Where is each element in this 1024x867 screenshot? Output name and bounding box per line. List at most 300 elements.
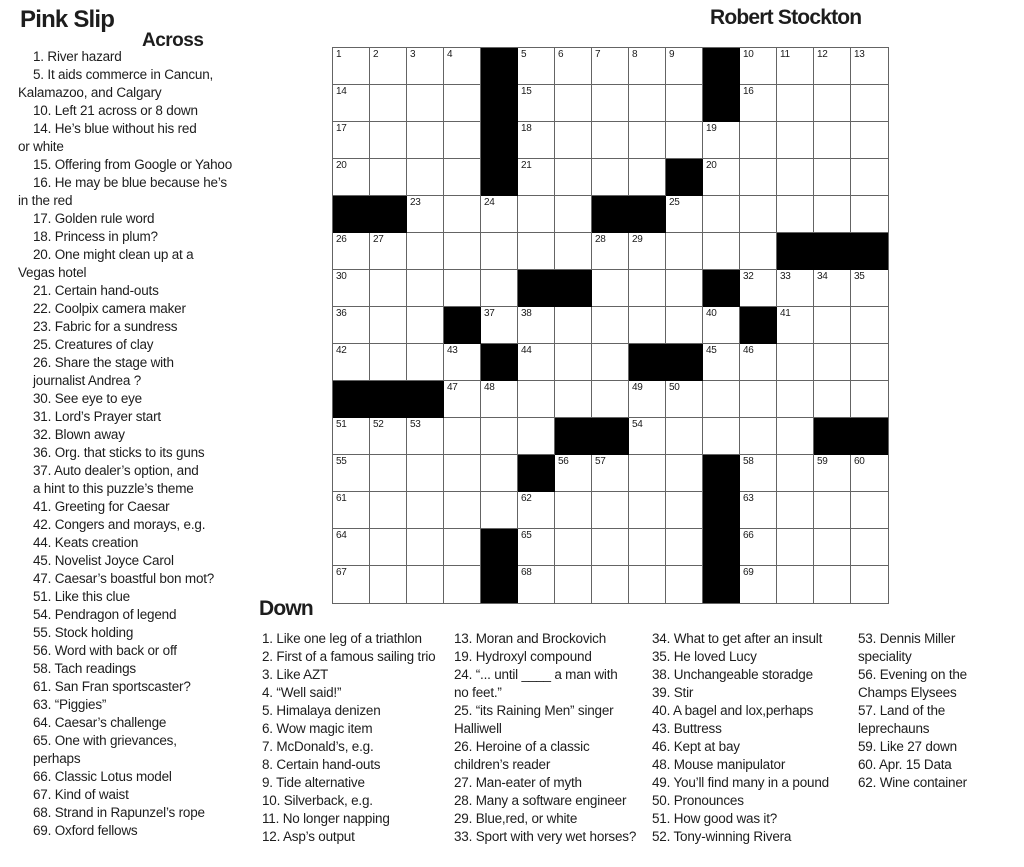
cell-number: 28 xyxy=(595,234,606,245)
grid-cell[interactable] xyxy=(703,418,740,455)
grid-cell[interactable] xyxy=(740,381,777,418)
grid-cell[interactable] xyxy=(592,492,629,529)
black-cell xyxy=(666,159,703,196)
black-cell xyxy=(481,566,518,603)
grid-cell[interactable] xyxy=(481,307,518,344)
grid-cell[interactable] xyxy=(814,122,851,159)
grid-cell[interactable] xyxy=(777,196,814,233)
down-clue-line: 29. Blue,red, or white xyxy=(454,811,578,826)
across-clue-line: 45. Novelist Joyce Carol xyxy=(33,553,174,568)
cell-number: 64 xyxy=(336,530,347,541)
grid-cell[interactable] xyxy=(518,344,555,381)
grid-cell[interactable] xyxy=(740,455,777,492)
across-clue-line: 68. Strand in Rapunzel’s rope xyxy=(33,805,205,820)
grid-cell[interactable] xyxy=(777,455,814,492)
grid-cell[interactable] xyxy=(444,196,481,233)
grid-cell[interactable] xyxy=(814,529,851,566)
grid-cell[interactable] xyxy=(629,418,666,455)
grid-cell[interactable] xyxy=(518,307,555,344)
grid-cell[interactable] xyxy=(370,418,407,455)
down-clue-line: 9. Tide alternative xyxy=(262,775,365,790)
down-clue-line: 1. Like one leg of a triathlon xyxy=(262,631,422,646)
down-clue-line: 25. “its Raining Men” singer xyxy=(454,703,614,718)
grid-cell[interactable] xyxy=(740,159,777,196)
cell-number: 62 xyxy=(521,493,532,504)
grid-cell[interactable] xyxy=(370,455,407,492)
grid-cell[interactable] xyxy=(444,492,481,529)
grid-cell[interactable] xyxy=(666,85,703,122)
grid-cell[interactable] xyxy=(592,344,629,381)
grid-cell[interactable] xyxy=(777,159,814,196)
grid-cell[interactable] xyxy=(851,85,888,122)
grid-cell[interactable] xyxy=(370,307,407,344)
grid-cell[interactable] xyxy=(814,48,851,85)
grid-cell[interactable] xyxy=(666,48,703,85)
grid-cell[interactable] xyxy=(777,85,814,122)
across-clue-line: 66. Classic Lotus model xyxy=(33,769,172,784)
down-clue-line: 60. Apr. 15 Data xyxy=(858,757,952,772)
down-clue-line: 33. Sport with very wet horses? xyxy=(454,829,637,844)
grid-cell[interactable] xyxy=(481,492,518,529)
grid-cell[interactable] xyxy=(481,455,518,492)
grid-cell[interactable] xyxy=(629,381,666,418)
black-cell xyxy=(370,381,407,418)
grid-cell[interactable] xyxy=(740,233,777,270)
grid-cell[interactable] xyxy=(592,270,629,307)
grid-cell[interactable] xyxy=(592,307,629,344)
grid-cell[interactable] xyxy=(333,344,370,381)
grid-cell[interactable] xyxy=(814,85,851,122)
grid-cell[interactable] xyxy=(814,159,851,196)
grid-cell[interactable] xyxy=(629,455,666,492)
grid-cell[interactable] xyxy=(777,492,814,529)
grid-cell[interactable] xyxy=(666,196,703,233)
grid-cell[interactable] xyxy=(481,196,518,233)
down-clue-line: Halliwell xyxy=(454,721,502,736)
grid-cell[interactable] xyxy=(333,159,370,196)
grid-cell[interactable] xyxy=(592,529,629,566)
grid-cell[interactable] xyxy=(629,159,666,196)
cell-number: 6 xyxy=(558,49,564,60)
cell-number: 10 xyxy=(743,49,754,60)
grid-cell[interactable] xyxy=(814,270,851,307)
grid-cell[interactable] xyxy=(592,159,629,196)
down-clue-line: 8. Certain hand-outs xyxy=(262,757,381,772)
cell-number: 20 xyxy=(336,160,347,171)
grid-cell[interactable] xyxy=(814,492,851,529)
grid-cell[interactable] xyxy=(666,455,703,492)
down-clue-line: speciality xyxy=(858,649,912,664)
grid-cell[interactable] xyxy=(851,270,888,307)
grid-cell[interactable] xyxy=(740,529,777,566)
grid-cell[interactable] xyxy=(703,196,740,233)
grid-cell[interactable] xyxy=(444,381,481,418)
grid-cell[interactable] xyxy=(444,455,481,492)
across-clue-line: 54. Pendragon of legend xyxy=(33,607,177,622)
grid-cell[interactable] xyxy=(629,307,666,344)
grid-cell[interactable] xyxy=(333,122,370,159)
down-clue-column-1 xyxy=(262,630,435,846)
across-clue-line: in the red xyxy=(18,193,73,208)
grid-cell[interactable] xyxy=(740,85,777,122)
black-cell xyxy=(851,233,888,270)
grid-cell[interactable] xyxy=(407,85,444,122)
grid-cell[interactable] xyxy=(481,381,518,418)
grid-cell[interactable] xyxy=(444,344,481,381)
grid-cell[interactable] xyxy=(407,122,444,159)
down-clue-line: 2. First of a famous sailing trio xyxy=(262,649,436,664)
grid-cell[interactable] xyxy=(407,455,444,492)
grid-cell[interactable] xyxy=(851,381,888,418)
down-clue-line: 43. Buttress xyxy=(652,721,722,736)
black-cell xyxy=(740,307,777,344)
grid-cell[interactable] xyxy=(814,196,851,233)
down-clue-column-4 xyxy=(858,630,967,792)
down-clue-line: 39. Stir xyxy=(652,685,694,700)
grid-cell[interactable] xyxy=(666,307,703,344)
grid-cell[interactable] xyxy=(740,492,777,529)
black-cell xyxy=(518,270,555,307)
grid-cell[interactable] xyxy=(592,48,629,85)
down-clue-column-3 xyxy=(652,630,829,846)
across-clue-line: Kalamazoo, and Calgary xyxy=(18,85,162,100)
grid-cell[interactable] xyxy=(629,85,666,122)
grid-cell[interactable] xyxy=(407,307,444,344)
across-clue-line: 21. Certain hand-outs xyxy=(33,283,159,298)
black-cell xyxy=(592,196,629,233)
grid-cell[interactable] xyxy=(444,233,481,270)
grid-cell[interactable] xyxy=(592,566,629,603)
down-clue-line: 26. Heroine of a classic xyxy=(454,739,590,754)
grid-cell[interactable] xyxy=(518,492,555,529)
grid-cell[interactable] xyxy=(629,529,666,566)
grid-cell[interactable] xyxy=(851,122,888,159)
grid-cell[interactable] xyxy=(407,418,444,455)
black-cell xyxy=(481,159,518,196)
grid-cell[interactable] xyxy=(481,418,518,455)
cell-number: 5 xyxy=(521,49,527,60)
grid-cell[interactable] xyxy=(666,381,703,418)
grid-cell[interactable] xyxy=(444,270,481,307)
grid-cell[interactable] xyxy=(777,122,814,159)
grid-cell[interactable] xyxy=(370,492,407,529)
down-clue-line: 4. “Well said!” xyxy=(262,685,342,700)
grid-cell[interactable] xyxy=(592,455,629,492)
down-clue-line: 28. Many a software engineer xyxy=(454,793,627,808)
grid-cell[interactable] xyxy=(592,381,629,418)
grid-cell[interactable] xyxy=(518,122,555,159)
grid-cell[interactable] xyxy=(814,381,851,418)
grid-cell[interactable] xyxy=(518,233,555,270)
grid-cell[interactable] xyxy=(851,48,888,85)
grid-cell[interactable] xyxy=(518,159,555,196)
cell-number: 58 xyxy=(743,456,754,467)
grid-cell[interactable] xyxy=(333,85,370,122)
grid-cell[interactable] xyxy=(518,196,555,233)
grid-cell[interactable] xyxy=(629,566,666,603)
grid-cell[interactable] xyxy=(370,344,407,381)
across-clue-line: 26. Share the stage with xyxy=(33,355,174,370)
grid-cell[interactable] xyxy=(592,85,629,122)
grid-cell[interactable] xyxy=(777,566,814,603)
grid-cell[interactable] xyxy=(666,418,703,455)
across-header: Across xyxy=(142,30,204,51)
black-cell xyxy=(703,492,740,529)
cell-number: 19 xyxy=(706,123,717,134)
grid-cell[interactable] xyxy=(407,566,444,603)
down-clue-line: 49. You’ll find many in a pound xyxy=(652,775,829,790)
grid-cell[interactable] xyxy=(407,48,444,85)
cell-number: 51 xyxy=(336,419,347,430)
cell-number: 21 xyxy=(521,160,532,171)
cell-number: 36 xyxy=(336,308,347,319)
grid-cell[interactable] xyxy=(666,122,703,159)
grid-cell[interactable] xyxy=(555,455,592,492)
grid-cell[interactable] xyxy=(666,233,703,270)
grid-cell[interactable] xyxy=(703,381,740,418)
grid-cell[interactable] xyxy=(333,566,370,603)
black-cell xyxy=(518,455,555,492)
grid-cell[interactable] xyxy=(444,48,481,85)
grid-cell[interactable] xyxy=(518,381,555,418)
grid-cell[interactable] xyxy=(777,381,814,418)
grid-cell[interactable] xyxy=(555,344,592,381)
down-clue-line: 53. Dennis Miller xyxy=(858,631,956,646)
grid-cell[interactable] xyxy=(444,122,481,159)
grid-cell[interactable] xyxy=(851,492,888,529)
cell-number: 29 xyxy=(632,234,643,245)
grid-cell[interactable] xyxy=(851,529,888,566)
grid-cell[interactable] xyxy=(370,122,407,159)
grid-cell[interactable] xyxy=(407,159,444,196)
across-clue-line: 41. Greeting for Caesar xyxy=(33,499,170,514)
grid-cell[interactable] xyxy=(333,418,370,455)
grid-cell[interactable] xyxy=(555,85,592,122)
grid-cell[interactable] xyxy=(444,418,481,455)
grid-cell[interactable] xyxy=(666,566,703,603)
grid-cell[interactable] xyxy=(481,270,518,307)
grid-cell[interactable] xyxy=(333,233,370,270)
grid-cell[interactable] xyxy=(851,196,888,233)
down-clue-line: 24. “... until ____ a man with xyxy=(454,667,618,682)
cell-number: 46 xyxy=(743,345,754,356)
grid-cell[interactable] xyxy=(814,455,851,492)
across-clue-line: 10. Left 21 across or 8 down xyxy=(33,103,198,118)
grid-cell[interactable] xyxy=(407,344,444,381)
grid-cell[interactable] xyxy=(814,307,851,344)
black-cell xyxy=(407,381,444,418)
across-clue-line: 30. See eye to eye xyxy=(33,391,142,406)
grid-cell[interactable] xyxy=(370,529,407,566)
grid-cell[interactable] xyxy=(555,492,592,529)
grid-cell[interactable] xyxy=(333,455,370,492)
cell-number: 57 xyxy=(595,456,606,467)
cell-number: 35 xyxy=(854,271,865,282)
grid-cell[interactable] xyxy=(703,159,740,196)
black-cell xyxy=(703,566,740,603)
grid-cell[interactable] xyxy=(333,270,370,307)
cell-number: 30 xyxy=(336,271,347,282)
cell-number: 41 xyxy=(780,308,791,319)
grid-cell[interactable] xyxy=(333,492,370,529)
grid-cell[interactable] xyxy=(814,566,851,603)
grid-cell[interactable] xyxy=(629,270,666,307)
grid-cell[interactable] xyxy=(777,307,814,344)
grid-cell[interactable] xyxy=(518,85,555,122)
grid-cell[interactable] xyxy=(629,48,666,85)
cell-number: 34 xyxy=(817,271,828,282)
grid-cell[interactable] xyxy=(666,492,703,529)
grid-cell[interactable] xyxy=(333,48,370,85)
down-clue-line: 3. Like AZT xyxy=(262,667,329,682)
grid-cell[interactable] xyxy=(444,566,481,603)
grid-cell[interactable] xyxy=(740,270,777,307)
grid-cell[interactable] xyxy=(851,455,888,492)
grid-cell[interactable] xyxy=(407,233,444,270)
grid-cell[interactable] xyxy=(703,307,740,344)
down-clue-line: 35. He loved Lucy xyxy=(652,649,757,664)
grid-cell[interactable] xyxy=(518,48,555,85)
grid-cell[interactable] xyxy=(555,566,592,603)
black-cell xyxy=(555,270,592,307)
down-clue-line: 6. Wow magic item xyxy=(262,721,373,736)
grid-cell[interactable] xyxy=(703,233,740,270)
black-cell xyxy=(592,418,629,455)
grid-cell[interactable] xyxy=(370,85,407,122)
grid-cell[interactable] xyxy=(555,381,592,418)
cell-number: 13 xyxy=(854,49,865,60)
grid-cell[interactable] xyxy=(444,529,481,566)
grid-cell[interactable] xyxy=(555,196,592,233)
black-cell xyxy=(851,418,888,455)
across-clue-line: 42. Congers and morays, e.g. xyxy=(33,517,206,532)
grid-cell[interactable] xyxy=(777,48,814,85)
cell-number: 49 xyxy=(632,382,643,393)
grid-cell[interactable] xyxy=(333,529,370,566)
grid-cell[interactable] xyxy=(777,344,814,381)
down-clue-line: 62. Wine container xyxy=(858,775,967,790)
grid-cell[interactable] xyxy=(740,566,777,603)
cell-number: 32 xyxy=(743,271,754,282)
grid-cell[interactable] xyxy=(740,48,777,85)
grid-cell[interactable] xyxy=(851,159,888,196)
across-clue-line: 67. Kind of waist xyxy=(33,787,129,802)
grid-cell[interactable] xyxy=(740,196,777,233)
grid-cell[interactable] xyxy=(370,566,407,603)
black-cell xyxy=(555,418,592,455)
grid-cell[interactable] xyxy=(740,122,777,159)
black-cell xyxy=(481,122,518,159)
across-clue-line: 47. Caesar’s boastful bon mot? xyxy=(33,571,215,586)
grid-cell[interactable] xyxy=(407,270,444,307)
across-clue-line: 17. Golden rule word xyxy=(33,211,155,226)
grid-cell[interactable] xyxy=(851,344,888,381)
across-clue-line: 1. River hazard xyxy=(33,49,122,64)
grid-cell[interactable] xyxy=(444,85,481,122)
grid-cell[interactable] xyxy=(407,492,444,529)
grid-cell[interactable] xyxy=(518,418,555,455)
down-clue-line: 46. Kept at bay xyxy=(652,739,740,754)
down-clue-line: 56. Evening on the xyxy=(858,667,967,682)
grid-cell[interactable] xyxy=(370,48,407,85)
across-clue-line: 22. Coolpix camera maker xyxy=(33,301,186,316)
grid-cell[interactable] xyxy=(777,270,814,307)
cell-number: 50 xyxy=(669,382,680,393)
grid-cell[interactable] xyxy=(370,270,407,307)
grid-cell[interactable] xyxy=(555,159,592,196)
grid-cell[interactable] xyxy=(555,48,592,85)
down-clue-line: 19. Hydroxyl compound xyxy=(454,649,592,664)
cell-number: 47 xyxy=(447,382,458,393)
black-cell xyxy=(444,307,481,344)
grid-cell[interactable] xyxy=(444,159,481,196)
grid-cell[interactable] xyxy=(814,344,851,381)
down-clue-line: 48. Mouse manipulator xyxy=(652,757,786,772)
across-clue-line: 37. Auto dealer’s option, and xyxy=(33,463,199,478)
grid-cell[interactable] xyxy=(629,122,666,159)
cell-number: 3 xyxy=(410,49,416,60)
cell-number: 14 xyxy=(336,86,347,97)
grid-cell[interactable] xyxy=(629,492,666,529)
grid-cell[interactable] xyxy=(666,270,703,307)
black-cell xyxy=(481,85,518,122)
grid-cell[interactable] xyxy=(555,233,592,270)
cell-number: 66 xyxy=(743,530,754,541)
grid-cell[interactable] xyxy=(333,307,370,344)
grid-cell[interactable] xyxy=(370,159,407,196)
black-cell xyxy=(481,48,518,85)
grid-cell[interactable] xyxy=(370,233,407,270)
grid-cell[interactable] xyxy=(703,344,740,381)
grid-cell[interactable] xyxy=(703,122,740,159)
grid-cell[interactable] xyxy=(518,529,555,566)
grid-cell[interactable] xyxy=(777,418,814,455)
grid-cell[interactable] xyxy=(555,122,592,159)
grid-cell[interactable] xyxy=(666,529,703,566)
cell-number: 9 xyxy=(669,49,675,60)
grid-cell[interactable] xyxy=(851,307,888,344)
across-clue-line: 18. Princess in plum? xyxy=(33,229,158,244)
grid-cell[interactable] xyxy=(407,196,444,233)
grid-cell[interactable] xyxy=(777,529,814,566)
black-cell xyxy=(333,196,370,233)
cell-number: 59 xyxy=(817,456,828,467)
grid-cell[interactable] xyxy=(555,307,592,344)
grid-cell[interactable] xyxy=(407,529,444,566)
grid-cell[interactable] xyxy=(518,566,555,603)
grid-cell[interactable] xyxy=(481,233,518,270)
cell-number: 56 xyxy=(558,456,569,467)
cell-number: 69 xyxy=(743,567,754,578)
across-clue-line: 14. He’s blue without his red xyxy=(33,121,197,136)
grid-cell[interactable] xyxy=(592,233,629,270)
puzzle-title: Pink Slip xyxy=(20,6,115,33)
black-cell xyxy=(703,529,740,566)
grid-cell[interactable] xyxy=(592,122,629,159)
across-clue-line: 55. Stock holding xyxy=(33,625,134,640)
cell-number: 44 xyxy=(521,345,532,356)
grid-cell[interactable] xyxy=(740,418,777,455)
down-clue-line: 27. Man-eater of myth xyxy=(454,775,582,790)
black-cell xyxy=(703,48,740,85)
across-clue-line: 20. One might clean up at a xyxy=(33,247,194,262)
grid-cell[interactable] xyxy=(629,233,666,270)
grid-cell[interactable] xyxy=(740,344,777,381)
grid-cell[interactable] xyxy=(851,566,888,603)
grid-cell[interactable] xyxy=(555,529,592,566)
black-cell xyxy=(333,381,370,418)
cell-number: 8 xyxy=(632,49,638,60)
